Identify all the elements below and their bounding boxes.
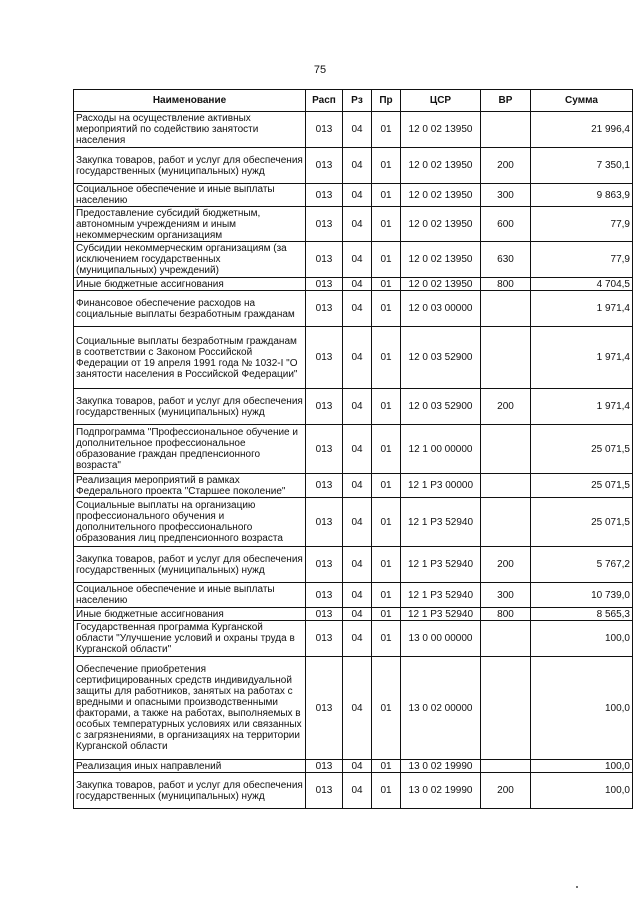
cell-rasp: 013 [306, 148, 343, 184]
page-number: 75 [313, 64, 327, 76]
cell-vr [481, 112, 531, 148]
table-row [74, 583, 633, 608]
cell-rz: 04 [343, 474, 372, 498]
cell-rasp: 013 [306, 242, 343, 278]
cell-name: Закупка товаров, работ и услуг для обеспечения государственных (муниципальных) нужд [74, 547, 306, 583]
cell-pr: 01 [372, 389, 401, 425]
cell-name: Социальное обеспечение и иные выплаты населению [74, 184, 306, 207]
cell-pr: 01 [372, 760, 401, 773]
cell-name: Закупка товаров, работ и услуг для обеспечения государственных (муниципальных) нужд [74, 389, 306, 425]
cell-pr: 01 [372, 327, 401, 389]
cell-vr: 300 [481, 583, 531, 608]
cell-rz: 04 [343, 327, 372, 389]
header-name: Наименование [74, 90, 306, 112]
cell-sum: 100,0 [531, 773, 633, 809]
cell-csr: 12 0 02 13950 [401, 112, 481, 148]
cell-csr: 13 0 02 19990 [401, 760, 481, 773]
cell-pr: 01 [372, 425, 401, 474]
cell-name: Подпрограмма "Профессиональное обучение и дополнительное профессиональное образование граждан предпенсионного возраста" [74, 425, 306, 474]
table-row [74, 498, 633, 547]
cell-vr: 800 [481, 608, 531, 621]
cell-pr: 01 [372, 207, 401, 242]
cell-sum: 25 071,5 [531, 498, 633, 547]
cell-csr: 12 0 03 52900 [401, 389, 481, 425]
cell-rz: 04 [343, 242, 372, 278]
cell-rz: 04 [343, 583, 372, 608]
cell-vr [481, 498, 531, 547]
cell-rz: 04 [343, 773, 372, 809]
cell-pr: 01 [372, 773, 401, 809]
cell-rz: 04 [343, 760, 372, 773]
cell-sum: 100,0 [531, 760, 633, 773]
cell-vr: 600 [481, 207, 531, 242]
cell-sum: 8 565,3 [531, 608, 633, 621]
cell-csr: 12 1 P3 52940 [401, 547, 481, 583]
cell-pr: 01 [372, 547, 401, 583]
cell-rz: 04 [343, 389, 372, 425]
cell-csr: 12 0 02 13950 [401, 207, 481, 242]
cell-rz: 04 [343, 291, 372, 327]
table-row [74, 278, 633, 291]
cell-vr [481, 291, 531, 327]
cell-rasp: 013 [306, 657, 343, 760]
table-row [74, 425, 633, 474]
cell-rasp: 013 [306, 498, 343, 547]
cell-vr [481, 474, 531, 498]
cell-rasp: 013 [306, 291, 343, 327]
cell-rasp: 013 [306, 327, 343, 389]
cell-name: Закупка товаров, работ и услуг для обеспечения государственных (муниципальных) нужд [74, 148, 306, 184]
cell-name: Обеспечение приобретения сертифицированных средств индивидуальной защиты для работников, занятых на работах с вредными и опасными производственными факторами, а также на работах, выполняемых в особых температурных условиях или связанных с загрязнениями, в организациях на территории Курганской области [74, 657, 306, 760]
cell-rasp: 013 [306, 425, 343, 474]
header-vr: ВР [481, 90, 531, 112]
cell-pr: 01 [372, 148, 401, 184]
cell-csr: 13 0 00 00000 [401, 621, 481, 657]
cell-pr: 01 [372, 112, 401, 148]
cell-pr: 01 [372, 583, 401, 608]
cell-pr: 01 [372, 184, 401, 207]
cell-name: Субсидии некоммерческим организациям (за исключением государственных (муниципальных) учреждений) [74, 242, 306, 278]
cell-rasp: 013 [306, 773, 343, 809]
cell-vr [481, 425, 531, 474]
cell-pr: 01 [372, 621, 401, 657]
cell-csr: 12 0 03 00000 [401, 291, 481, 327]
cell-sum: 100,0 [531, 621, 633, 657]
cell-sum: 100,0 [531, 657, 633, 760]
table-row [74, 608, 633, 621]
cell-name: Социальные выплаты безработным гражданам в соответствии с Законом Российской Федерации от 19 апреля 1991 года № 1032-I "О занятости населения в Российской Федерации" [74, 327, 306, 389]
table-row [74, 148, 633, 184]
cell-sum: 1 971,4 [531, 291, 633, 327]
cell-name: Предоставление субсидий бюджетным, автономным учреждениям и иным некоммерческим организациям [74, 207, 306, 242]
cell-vr: 300 [481, 184, 531, 207]
header-rasp: Расп [306, 90, 343, 112]
cell-rasp: 013 [306, 112, 343, 148]
cell-csr: 12 1 P3 52940 [401, 608, 481, 621]
cell-csr: 12 0 02 13950 [401, 184, 481, 207]
cell-rz: 04 [343, 498, 372, 547]
cell-csr: 12 1 P3 52940 [401, 498, 481, 547]
header-sum: Сумма [531, 90, 633, 112]
table-row [74, 184, 633, 207]
cell-name: Социальное обеспечение и иные выплаты населению [74, 583, 306, 608]
cell-sum: 5 767,2 [531, 547, 633, 583]
cell-sum: 21 996,4 [531, 112, 633, 148]
cell-sum: 25 071,5 [531, 425, 633, 474]
table-row [74, 547, 633, 583]
cell-pr: 01 [372, 242, 401, 278]
cell-vr: 200 [481, 547, 531, 583]
table-row [74, 207, 633, 242]
table-body [74, 112, 633, 809]
cell-name: Закупка товаров, работ и услуг для обеспечения государственных (муниципальных) нужд [74, 773, 306, 809]
table-row [74, 621, 633, 657]
cell-vr: 200 [481, 148, 531, 184]
header-rz: Рз [343, 90, 372, 112]
cell-sum: 9 863,9 [531, 184, 633, 207]
cell-pr: 01 [372, 498, 401, 547]
cell-sum: 25 071,5 [531, 474, 633, 498]
table-row [74, 474, 633, 498]
cell-pr: 01 [372, 608, 401, 621]
cell-csr: 13 0 02 19990 [401, 773, 481, 809]
table-row [74, 327, 633, 389]
cell-name: Иные бюджетные ассигнования [74, 278, 306, 291]
cell-rz: 04 [343, 621, 372, 657]
table-row [74, 760, 633, 773]
cell-rz: 04 [343, 148, 372, 184]
cell-rasp: 013 [306, 608, 343, 621]
cell-sum: 1 971,4 [531, 389, 633, 425]
cell-sum: 10 739,0 [531, 583, 633, 608]
cell-rasp: 013 [306, 547, 343, 583]
cell-vr: 630 [481, 242, 531, 278]
table-row [74, 291, 633, 327]
header-pr: Пр [372, 90, 401, 112]
cell-name: Иные бюджетные ассигнования [74, 608, 306, 621]
cell-rasp: 013 [306, 389, 343, 425]
cell-rasp: 013 [306, 184, 343, 207]
cell-vr [481, 657, 531, 760]
table-row [74, 773, 633, 809]
cell-rz: 04 [343, 425, 372, 474]
cell-rz: 04 [343, 207, 372, 242]
cell-csr: 12 1 P3 52940 [401, 583, 481, 608]
cell-rasp: 013 [306, 207, 343, 242]
cell-pr: 01 [372, 657, 401, 760]
cell-rz: 04 [343, 657, 372, 760]
cell-name: Реализация мероприятий в рамках Федерального проекта "Старшее поколение" [74, 474, 306, 498]
cell-rasp: 013 [306, 583, 343, 608]
cell-vr [481, 327, 531, 389]
cell-csr: 12 0 02 13950 [401, 242, 481, 278]
cell-pr: 01 [372, 474, 401, 498]
cell-csr: 12 1 00 00000 [401, 425, 481, 474]
table-row [74, 242, 633, 278]
cell-sum: 7 350,1 [531, 148, 633, 184]
cell-csr: 12 0 02 13950 [401, 278, 481, 291]
cell-pr: 01 [372, 291, 401, 327]
table-row [74, 389, 633, 425]
cell-rz: 04 [343, 608, 372, 621]
cell-sum: 4 704,5 [531, 278, 633, 291]
header-csr: ЦСР [401, 90, 481, 112]
cell-rasp: 013 [306, 278, 343, 291]
table-row [74, 657, 633, 760]
cell-csr: 12 0 03 52900 [401, 327, 481, 389]
cell-csr: 12 1 P3 00000 [401, 474, 481, 498]
scan-dot [576, 886, 578, 888]
cell-csr: 12 0 02 13950 [401, 148, 481, 184]
cell-rasp: 013 [306, 474, 343, 498]
cell-rasp: 013 [306, 621, 343, 657]
cell-sum: 1 971,4 [531, 327, 633, 389]
cell-name: Социальные выплаты на организацию профессионального обучения и дополнительного профессионального образования лиц предпенсионного возраста [74, 498, 306, 547]
cell-vr [481, 621, 531, 657]
header-row [74, 90, 633, 112]
cell-pr: 01 [372, 278, 401, 291]
cell-vr: 200 [481, 773, 531, 809]
cell-name: Реализация иных направлений [74, 760, 306, 773]
cell-csr: 13 0 02 00000 [401, 657, 481, 760]
cell-rz: 04 [343, 547, 372, 583]
cell-name: Государственная программа Курганской области "Улучшение условий и охраны труда в Курганской области" [74, 621, 306, 657]
cell-vr: 200 [481, 389, 531, 425]
budget-table [73, 89, 633, 809]
cell-sum: 77,9 [531, 242, 633, 278]
cell-rz: 04 [343, 184, 372, 207]
cell-vr: 800 [481, 278, 531, 291]
cell-vr [481, 760, 531, 773]
cell-name: Расходы на осуществление активных мероприятий по содействию занятости населения [74, 112, 306, 148]
table-row [74, 112, 633, 148]
cell-rz: 04 [343, 112, 372, 148]
cell-rasp: 013 [306, 760, 343, 773]
cell-name: Финансовое обеспечение расходов на социальные выплаты безработным гражданам [74, 291, 306, 327]
cell-sum: 77,9 [531, 207, 633, 242]
cell-rz: 04 [343, 278, 372, 291]
